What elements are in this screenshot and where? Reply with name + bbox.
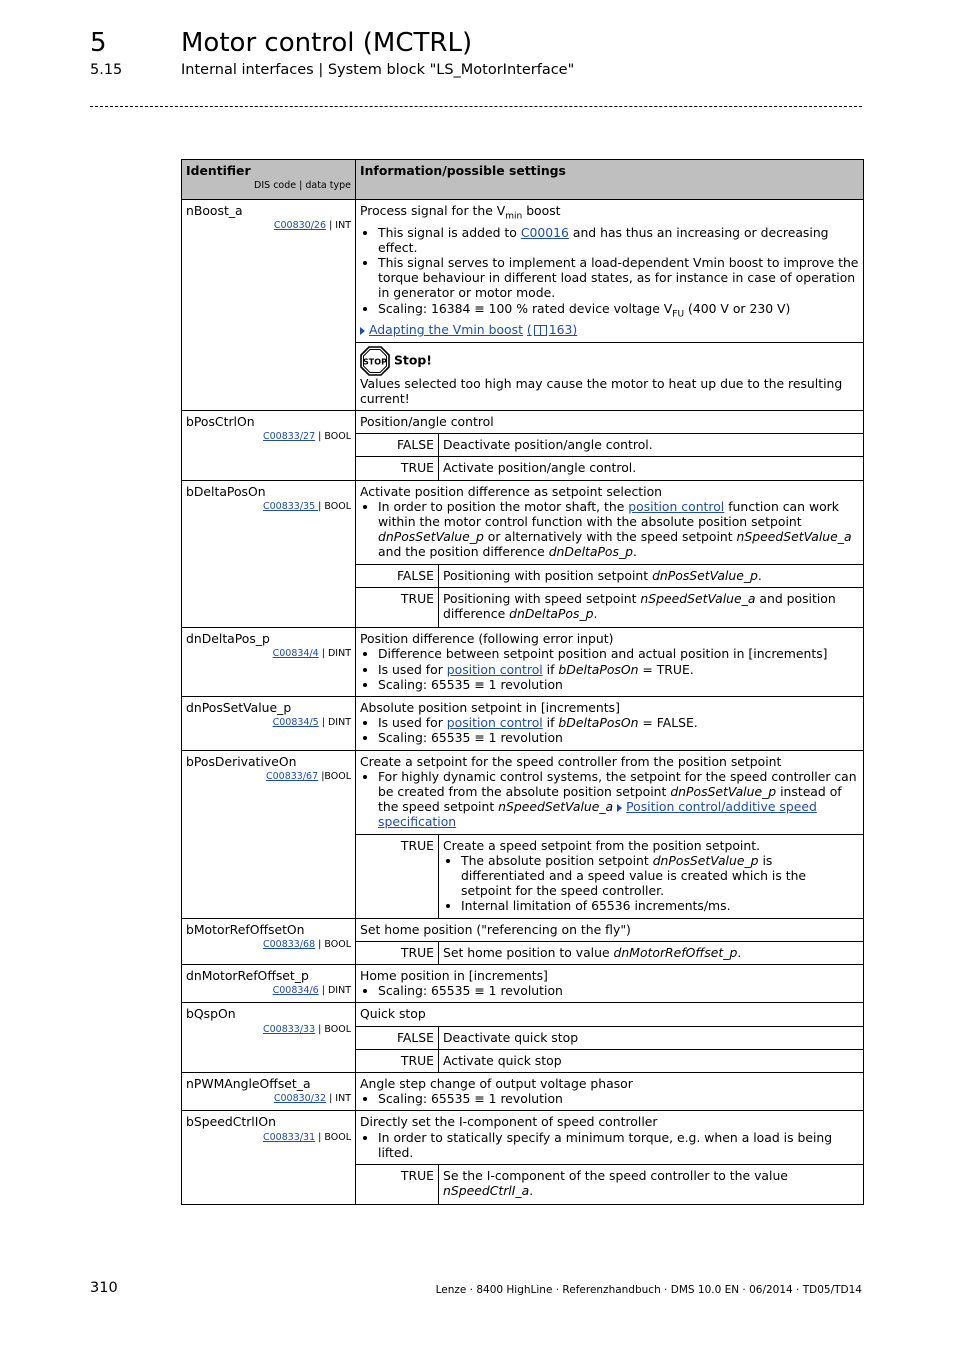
value-desc: Set home position to value dnMotorRefOffset_p. [439,941,864,964]
info-cell: Activate position difference as setpoint selection • In order to position the motor shaft, the position control function can work within the motor control function with the absolute position setpoint dnPosSetValue_p or alternatively with the speed setpoint nSpeedSetValue_a and the position difference dnDeltaPos_p. [356,480,864,564]
header-divider [90,106,862,107]
identifier-cell: bQspOn C00833/33 | BOOL [182,1003,356,1073]
value-desc: Positioning with position setpoint dnPosSetValue_p. [439,564,864,587]
identifier-cell: nBoost_a C00830/26 | INT [182,200,356,411]
dis-code-link[interactable]: C00833/33 [262,1023,316,1035]
identifier-cell: dnPosSetValue_p C00834/5 | DINT [182,697,356,751]
value-desc: Create a speed setpoint from the position setpoint. • The absolute position setpoint dnPosSetValue_p is differentiated and a speed value is created which is the setpoint for the speed controller. • Internal limitation of 65536 increments/ms. [439,834,864,918]
value-desc: Positioning with speed setpoint nSpeedSetValue_a and position difference dnDeltaPos_p. [439,587,864,627]
info-cell: Set home position ("referencing on the fly") [356,918,864,941]
identifier-cell: dnMotorRefOffset_p C00834/6 | DINT [182,965,356,1003]
section-number: 5.15 [90,62,123,78]
position-control-link[interactable]: position control [628,498,725,514]
dis-code-link[interactable]: C00834/4 [272,648,319,660]
value-cell: TRUE [356,1165,439,1204]
dis-code-link[interactable]: C00833/35 [263,500,319,512]
value-desc: Se the I-component of the speed controller to the value nSpeedCtrlI_a. [439,1165,864,1204]
value-desc: Activate position/angle control. [439,457,864,480]
svg-text:STOP: STOP [363,357,387,367]
table-header-row [182,160,864,200]
value-cell: FALSE [356,1026,439,1049]
section-title: Internal interfaces | System block "LS_MotorInterface" [181,62,575,78]
table-row [182,918,864,941]
value-cell: TRUE [356,834,439,918]
value-cell: FALSE [356,564,439,587]
dis-code-link[interactable]: C00834/6 [272,985,319,997]
table-row [182,410,864,433]
value-cell: TRUE [356,587,439,627]
arrow-right-icon [617,804,622,812]
info-cell: Directly set the I-component of speed controller • In order to statically specify a minimum torque, e.g. when a load is being lifted. [356,1111,864,1165]
dis-code-link[interactable]: C00834/5 [272,717,319,729]
table-row [182,1111,864,1165]
stop-icon [360,346,390,376]
table-row [182,1073,864,1111]
chapter-title: Motor control (MCTRL) [181,28,473,58]
value-cell: TRUE [356,941,439,964]
info-cell: Create a setpoint for the speed controller from the position setpoint • For highly dynamic control systems, the setpoint for the speed controller can be created from the absolute position setpoint dnPosSetValue_p instead of the speed setpoint nSpeedSetValue_a Position control/additive speed specification [356,750,864,834]
book-icon [534,325,547,336]
vmin-boost-link[interactable]: Adapting the Vmin boost [369,322,523,338]
table-row [182,628,864,697]
dis-code-link[interactable]: C00830/26 [273,220,327,232]
dis-code-link[interactable]: C00833/31 [262,1131,316,1143]
identifier-cell: bMotorRefOffsetOn C00833/68 | BOOL [182,918,356,964]
chapter-number: 5 [90,28,107,58]
dis-code-link[interactable]: C00830/32 [273,1093,327,1105]
table-row [182,1003,864,1026]
info-header: Information/possible settings [356,160,864,200]
dis-code-link[interactable]: C00833/27 [262,431,316,443]
c00016-link[interactable]: C00016 [520,224,569,240]
table-row [182,965,864,1003]
stop-note: STOP Stop! Values selected too high may cause the motor to heat up due to the resulting current! [356,342,864,410]
identifier-header: Identifier DIS code | data type [182,160,356,200]
identifier-cell: bSpeedCtrlIOn C00833/31 | BOOL [182,1111,356,1204]
info-cell: Home position in [increments] • Scaling: 65535 ≡ 1 revolution [356,965,864,1003]
identifier-cell: bPosCtrlOn C00833/27 | BOOL [182,410,356,480]
value-desc: Deactivate position/angle control. [439,434,864,457]
info-cell: Angle step change of output voltage phasor • Scaling: 65535 ≡ 1 revolution [356,1073,864,1111]
value-cell: TRUE [356,457,439,480]
value-cell: FALSE [356,434,439,457]
info-cell: Position/angle control [356,410,864,433]
value-cell: TRUE [356,1049,439,1072]
table-row [182,200,864,343]
dis-code-link[interactable]: C00833/67 [266,770,319,782]
info-cell: Absolute position setpoint in [increments] • Is used for position control if bDeltaPosOn = FALSE. • Scaling: 65535 ≡ 1 revolution [356,697,864,751]
value-desc: Deactivate quick stop [439,1026,864,1049]
footer-reference: Lenze · 8400 HighLine · Referenzhandbuch · DMS 10.0 EN · 06/2014 · TD05/TD14 [435,1284,862,1296]
position-control-link[interactable]: position control [446,715,543,731]
info-cell: Position difference (following error input) • Difference between setpoint position and actual position in [increments] • Is used for position control if bDeltaPosOn = TRUE. • Scaling: 65535 ≡ 1 revolution [356,628,864,697]
additive-speed-link[interactable]: Position control/additive speed specification [378,799,817,830]
identifier-cell: bDeltaPosOn C00833/35 | BOOL [182,480,356,628]
parameter-table [181,159,864,1205]
page-number: 310 [90,1280,118,1296]
table-row [182,750,864,834]
arrow-right-icon [360,327,365,335]
table-row [182,480,864,564]
identifier-cell: bPosDerivativeOn C00833/67 |BOOL [182,750,356,918]
identifier-cell: dnDeltaPos_p C00834/4 | DINT [182,628,356,697]
position-control-link[interactable]: position control [446,661,543,677]
info-cell: Process signal for the $V_{min}$ boost • This signal is added to C00016 and has thus an increasing or decreasing effect. • This signal serves to implement a load-dependent Vmin boost to improve the torque behaviour in different load states, as for instance in case of operation in generator or motor mode. • Scaling: 16384 ≡ 100 % rated device voltage $V_{FU}$ (400 V or 230 V) Adapting the Vmin boost ( 163) [356,200,864,343]
info-cell: Quick stop [356,1003,864,1026]
table-row [182,697,864,751]
identifier-cell: nPWMAngleOffset_a C00830/32 | INT [182,1073,356,1111]
dis-code-link[interactable]: C00833/68 [262,938,316,950]
value-desc: Activate quick stop [439,1049,864,1072]
